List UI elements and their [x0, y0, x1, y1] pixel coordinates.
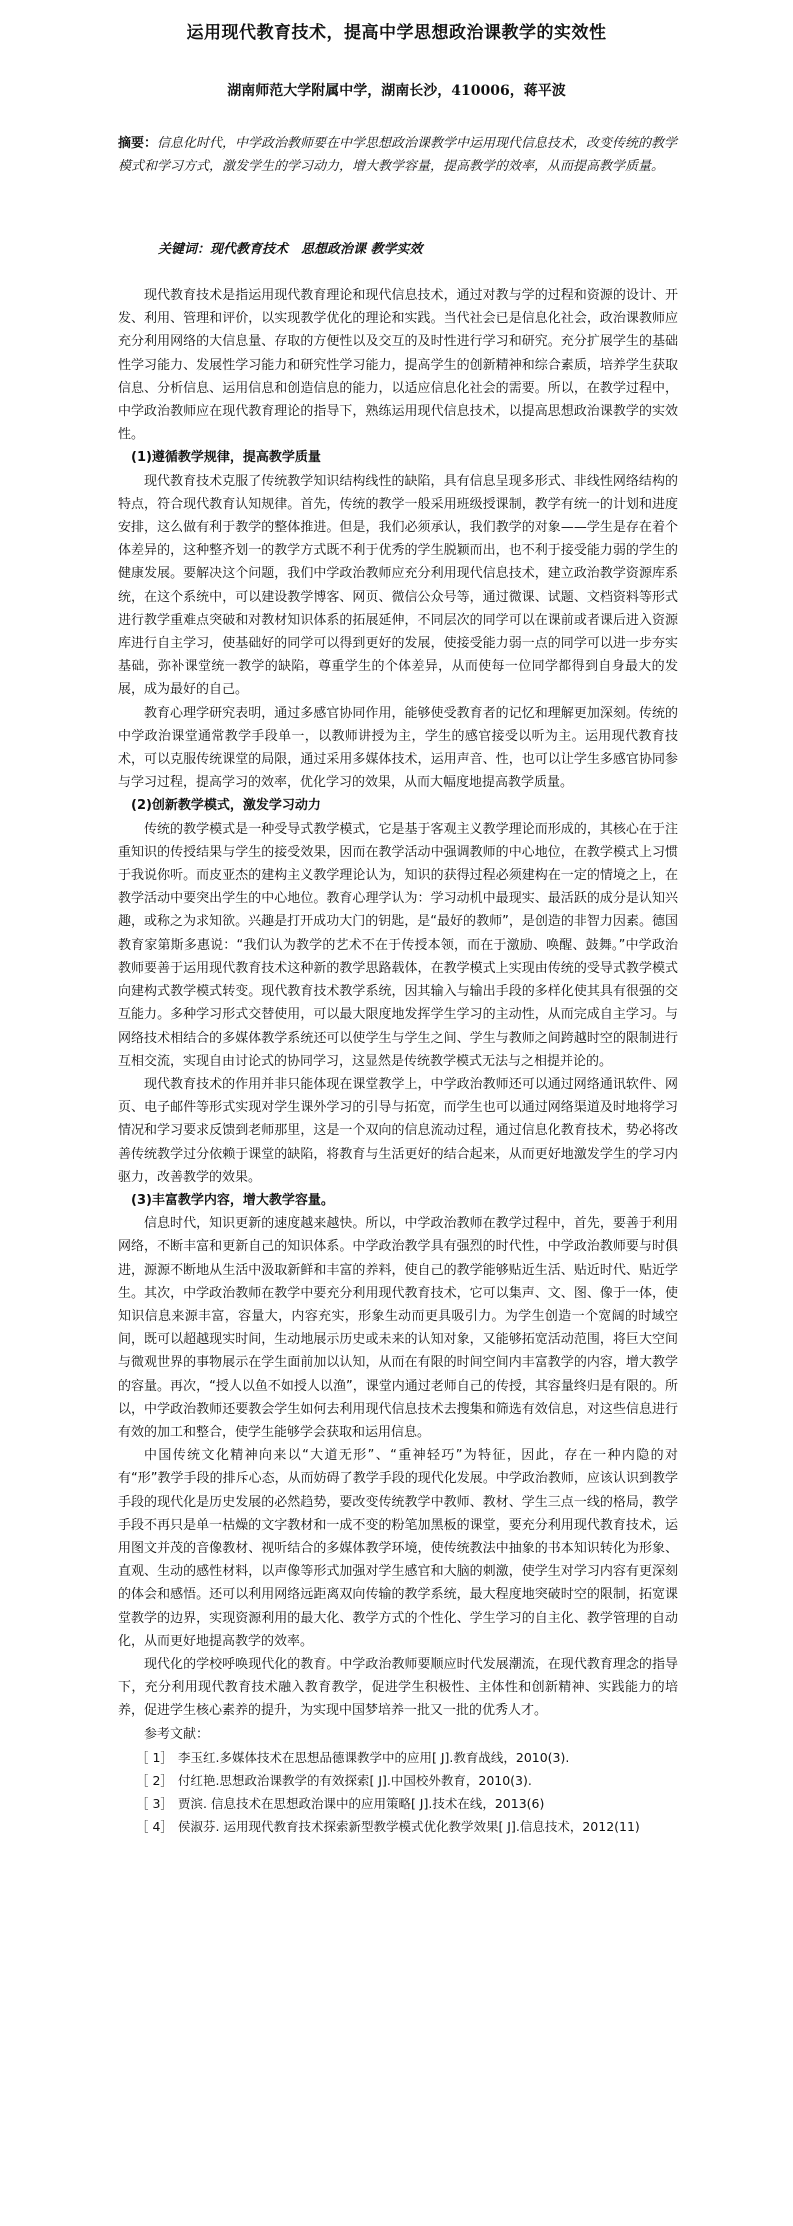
reference-number: ［ 3］ — [136, 1795, 173, 1811]
abstract-text: 信息化时代，中学政治教师要在中学思想政治课教学中运用现代信息技术，改变传统的教学模式和学习方式，激发学生的学习动力，增大教学容量，提高教学的效率，从而提高教学质量。 — [118, 136, 678, 174]
references — [118, 1723, 678, 1838]
reference-text: 贾滨. 信息技术在思想政治课中的应用策略[ J].技术在线，2013(6) — [178, 1795, 545, 1811]
paragraph: 教育心理学研究表明，通过多感官协同作用，能够使受教育者的记忆和理解更加深刻。传统的中学政治课堂通常教学手段单一，以教师讲授为主，学生的感官接受以听为主。运用现代教育技术，可以克服传统课堂的局限，通过采用多媒体技术，运用声音、性，也可以让学生多感官协同参与学习过程，提高学习的效率，优化学习的效果，从而大幅度地提高教学质量。 — [118, 705, 678, 791]
section-heading: (2)创新教学模式，激发学习动力 — [131, 798, 321, 814]
references-title: 参考文献： — [144, 1726, 210, 1742]
paragraph: 现代化的学校呼唤现代化的教育。中学政治教师要顺应时代发展潮流，在现代教育理念的指导下，充分利用现代教育技术融入教育教学，促进学生积极性、主体性和创新精神、实践能力的培养，促进学生核心素养的提升，为实现中国梦培养一批又一批的优秀人才。 — [118, 1656, 678, 1719]
section-heading: (3)丰富教学内容，增大教学容量。 — [131, 1192, 334, 1208]
reference-item — [118, 1815, 678, 1838]
abstract-label: 摘要： — [118, 136, 158, 151]
reference-item — [118, 1769, 678, 1792]
author-affiliation: 湖南师范大学附属中学，湖南长沙，410006，蒋平波 — [227, 83, 566, 99]
keywords-label: 关键词： — [158, 242, 211, 257]
paragraph: 中国传统文化精神向来以“大道无形”、“重神轻巧”为特征，因此，存在一种内隐的对有“形”教学手段的排斥心态，从而妨碍了教学手段的现代化发展。中学政治教师，应该认识到教学手段的现代化是历史发展的必然趋势，要改变传统教学中教师、教材、学生三点一线的格局，教学手段不再只是单一枯燥的文字教材和一成不变的粉笔加黑板的课堂，要充分利用现代教育技术，运用图文并茂的音像教材、视听结合的多媒体教学环境，使传统教法中抽象的书本知识转化为形象、直观、生动的感性材料，以声像等形式加强对学生感官和大脑的刺激，使学生对学习内容有更深刻的体会和感悟。还可以利用网络远距离双向传输的教学系统，最大程度地突破时空的限制，拓宽课堂教学的边界，实现资源利用的最大化、教学方式的个性化、学生学习的自主化、教学管理的自动化，从而更好地提高教学的效率。 — [118, 1448, 678, 1649]
reference-item — [118, 1792, 678, 1815]
reference-text: 侯淑芬. 运用现代教育技术探索新型教学模式优化教学效果[ J].信息技术，2012(11) — [178, 1818, 640, 1834]
body-text — [118, 284, 678, 1838]
section-heading: (1)遵循教学规律，提高教学质量 — [131, 450, 321, 466]
abstract — [118, 132, 678, 178]
reference-number: ［ 4］ — [136, 1818, 173, 1834]
keywords-text: 现代教育技术 思想政治课 教学实效 — [210, 242, 423, 257]
keywords — [158, 238, 678, 257]
reference-text: 付红艳.思想政治课教学的有效探索[ J].中国校外教育，2010(3). — [178, 1772, 532, 1788]
reference-item — [118, 1746, 678, 1769]
paragraph: 传统的教学模式是一种受导式教学模式，它是基于客观主义教学理论而形成的，其核心在于注重知识的传授结果与学生的接受效果，因而在教学活动中强调教师的中心地位，在教学模式上习惯于我说你听。而皮亚杰的建构主义教学理论认为，知识的获得过程必须建构在一定的情境之上，在教学活动中要突出学生的中心地位。教育心理学认为：学习动机中最现实、最活跃的成分是认知兴趣，或称之为求知欲。兴趣是打开成功大门的钥匙，是“最好的教师”，是创造的非智力因素。德国教育家第斯多惠说：“我们认为教学的艺术不在于传授本领，而在于激励、唤醒、鼓舞。”中学政治教师要善于运用现代教育技术这种新的教学思路载体，在教学模式上实现由传统的受导式教学模式向建构式教学模式转变。现代教育技术教学系统，因其输入与输出手段的多样化使其具有很强的交互能力。多种学习形式交替使用，可以最大限度地发挥学生学习的主动性，从而完成自主学习。与网络技术相结合的多媒体教学系统还可以使学生与学生之间、学生与教师之间跨越时空的限制进行互相交流，实现自由讨论式的协同学习，这显然是传统教学模式无法与之相提并论的。 — [118, 821, 678, 1069]
paragraph: 现代教育技术的作用并非只能体现在课堂教学上，中学政治教师还可以通过网络通讯软件、网页、电子邮件等形式实现对学生课外学习的引导与拓宽，而学生也可以通过网络渠道及时地将学习情况和学习要求反馈到老师那里，这是一个双向的信息流动过程，通过信息化教育技术，势必将改善传统教学过分依赖于课堂的缺陷，将教育与生活更好的结合起来，从而更好地激发学生的学习内驱力，改善教学的效果。 — [118, 1076, 678, 1185]
reference-number: ［ 2］ — [136, 1772, 173, 1788]
paragraph: 现代教育技术是指运用现代教育理论和现代信息技术，通过对教与学的过程和资源的设计、开发、利用、管理和评价，以实现教学优化的理论和实践。当代社会已是信息化社会，政治课教师应充分利用网络的大信息量、存取的方便性以及交互的及时性进行学习和研究。充分扩展学生的基础性学习能力、发展性学习能力和研究性学习能力，提高学生的创新精神和综合素质，培养学生获取信息、分析信息、运用信息和创造信息的能力，以适应信息化社会的需要。所以，在教学过程中，中学政治教师应在现代教育理论的指导下，熟练运用现代信息技术，以提高思想政治课教学的实效性。 — [118, 288, 678, 443]
paragraph: 信息时代，知识更新的速度越来越快。所以，中学政治教师在教学过程中，首先，要善于利用网络，不断丰富和更新自己的知识体系。中学政治教学具有强烈的时代性，中学政治教师要与时俱进，源源不断地从生活中汲取新鲜和丰富的养料，使自己的教学能够贴近生活、贴近时代、贴近学生。其次，中学政治教师在教学中要充分利用现代教育技术，它可以集声、文、图、像于一体，使知识信息来源丰富，容量大，内容充实，形象生动而更具吸引力。为学生创造一个宽阔的时域空间，既可以超越现实时间，生动地展示历史或未来的认知对象，又能够拓宽活动范围，将巨大空间与微观世界的事物展示在学生面前加以认知，从而在有限的时间空间内丰富教学的内容，增大教学的容量。再次，“授人以鱼不如授人以渔”，课堂内通过老师自己的传授，其容量终归是有限的。所以，中学政治教师还要教会学生如何去利用现代信息技术去搜集和筛选有效信息，对这些信息进行有效的加工和整合，使学生能够学会获取和运用信息。 — [118, 1216, 678, 1440]
reference-number: ［ 1］ — [136, 1749, 173, 1765]
paragraph: 现代教育技术克服了传统教学知识结构线性的缺陷，具有信息呈现多形式、非线性网络结构的特点，符合现代教育认知规律。首先，传统的教学一般采用班级授课制，教学有统一的计划和进度安排，这么做有利于教学的整体推进。但是，我们必须承认，我们教学的对象——学生是存在着个体差异的，这种整齐划一的教学方式既不利于优秀的学生脱颖而出，也不利于接受能力弱的学生的健康发展。要解决这个问题，我们中学政治教师应充分利用现代信息技术，建立政治教学资源库系统，在这个系统中，可以建设教学博客、网页、微信公众号等，通过微课、试题、文档资料等形式进行教学重难点突破和对教材知识体系的拓展延伸，不同层次的同学可以在课前或者课后进入资源库进行自主学习，使基础好的同学可以得到更好的发展，使接受能力弱一点的同学可以进一步夯实基础，弥补课堂统一教学的缺陷，尊重学生的个体差异，从而使每一位同学都得到自身最大的发展，成为最好的自己。 — [118, 473, 678, 698]
paper-title: 运用现代教育技术，提高中学思想政治课教学的实效性 — [186, 23, 607, 43]
reference-text: 李玉红.多媒体技术在思想品德课教学中的应用[ J].教育战线，2010(3). — [178, 1749, 570, 1765]
